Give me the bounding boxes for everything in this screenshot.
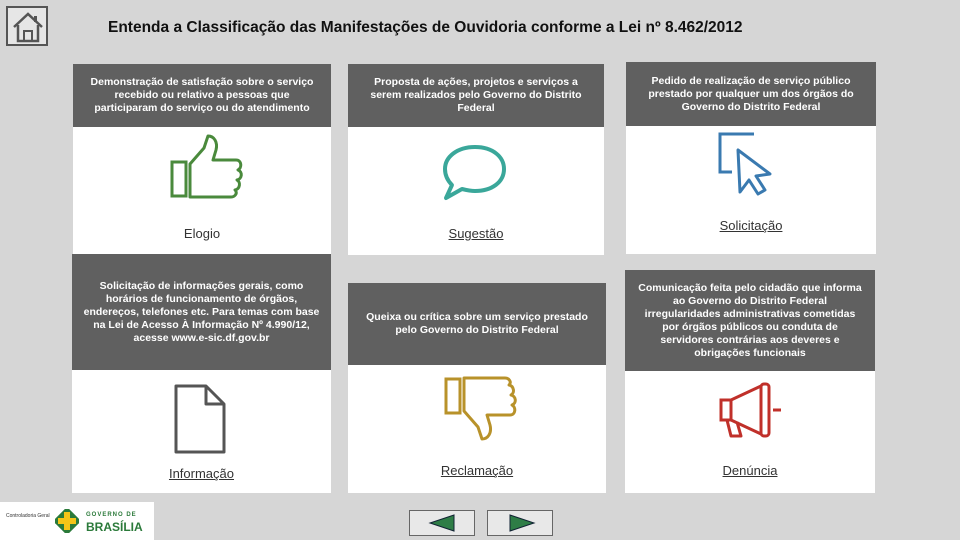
arrow-right-icon <box>506 514 536 532</box>
card-description: Proposta de ações, projetos e serviços a serem realizados pelo Governo do Distrito Federal <box>348 64 604 127</box>
card-label[interactable]: Solicitação <box>719 218 783 233</box>
card-solicitacao[interactable] <box>626 62 876 254</box>
page-title: Entenda a Classificação das Manifestações de Ouvidoria conforme a Lei nº 8.462/2012 <box>108 19 743 36</box>
home-icon <box>11 10 45 44</box>
card-elogio[interactable] <box>73 64 331 255</box>
document-icon <box>172 382 228 456</box>
previous-button[interactable] <box>409 510 475 536</box>
card-description: Comunicação feita pelo cidadão que informa ao Governo do Distrito Federal irregularidades administrativas cometidas por órgãos públicos ou conduta de servidores contrárias aos deveres e obrigações funcionais <box>625 270 875 371</box>
brasilia-label: BRASÍLIA <box>86 520 143 534</box>
card-description: Queixa ou crítica sobre um serviço prestado pelo Governo do Distrito Federal <box>348 283 606 365</box>
card-label: Elogio <box>183 226 221 241</box>
card-sugestao[interactable] <box>348 64 604 255</box>
card-reclamacao[interactable] <box>348 283 606 493</box>
footer-logos <box>0 502 154 540</box>
home-button[interactable] <box>6 6 48 46</box>
card-label[interactable]: Informação <box>168 466 235 481</box>
arrow-left-icon <box>428 514 458 532</box>
card-label[interactable]: Reclamação <box>440 463 514 478</box>
thumbs-down-icon <box>442 371 522 441</box>
cursor-icon <box>716 130 778 196</box>
card-label[interactable]: Sugestão <box>448 226 504 241</box>
gov-label: GOVERNO DE <box>86 512 137 518</box>
controladoria-label: Controladoria Geral <box>6 513 50 519</box>
thumbs-up-icon <box>168 134 248 204</box>
card-denuncia[interactable] <box>625 270 875 493</box>
card-description: Pedido de realização de serviço público prestado por qualquer um dos órgãos do Governo do Distrito Federal <box>626 62 876 126</box>
megaphone-icon <box>715 380 785 440</box>
card-description: Solicitação de informações gerais, como horários de funcionamento de órgãos, endereços, telefones etc. Para temas com base na Lei de Acesso À Informação Nº 4.990/12, acesse www.e-sic.df.gov.br <box>72 254 331 370</box>
speech-bubble-icon <box>440 142 510 202</box>
card-label[interactable]: Denúncia <box>722 463 778 478</box>
card-informacao[interactable] <box>72 254 331 493</box>
card-description: Demonstração de satisfação sobre o serviço recebido ou relativo a pessoas que participaram do serviço ou do atendimento <box>73 64 331 127</box>
brasilia-emblem-icon <box>55 509 79 533</box>
next-button[interactable] <box>487 510 553 536</box>
